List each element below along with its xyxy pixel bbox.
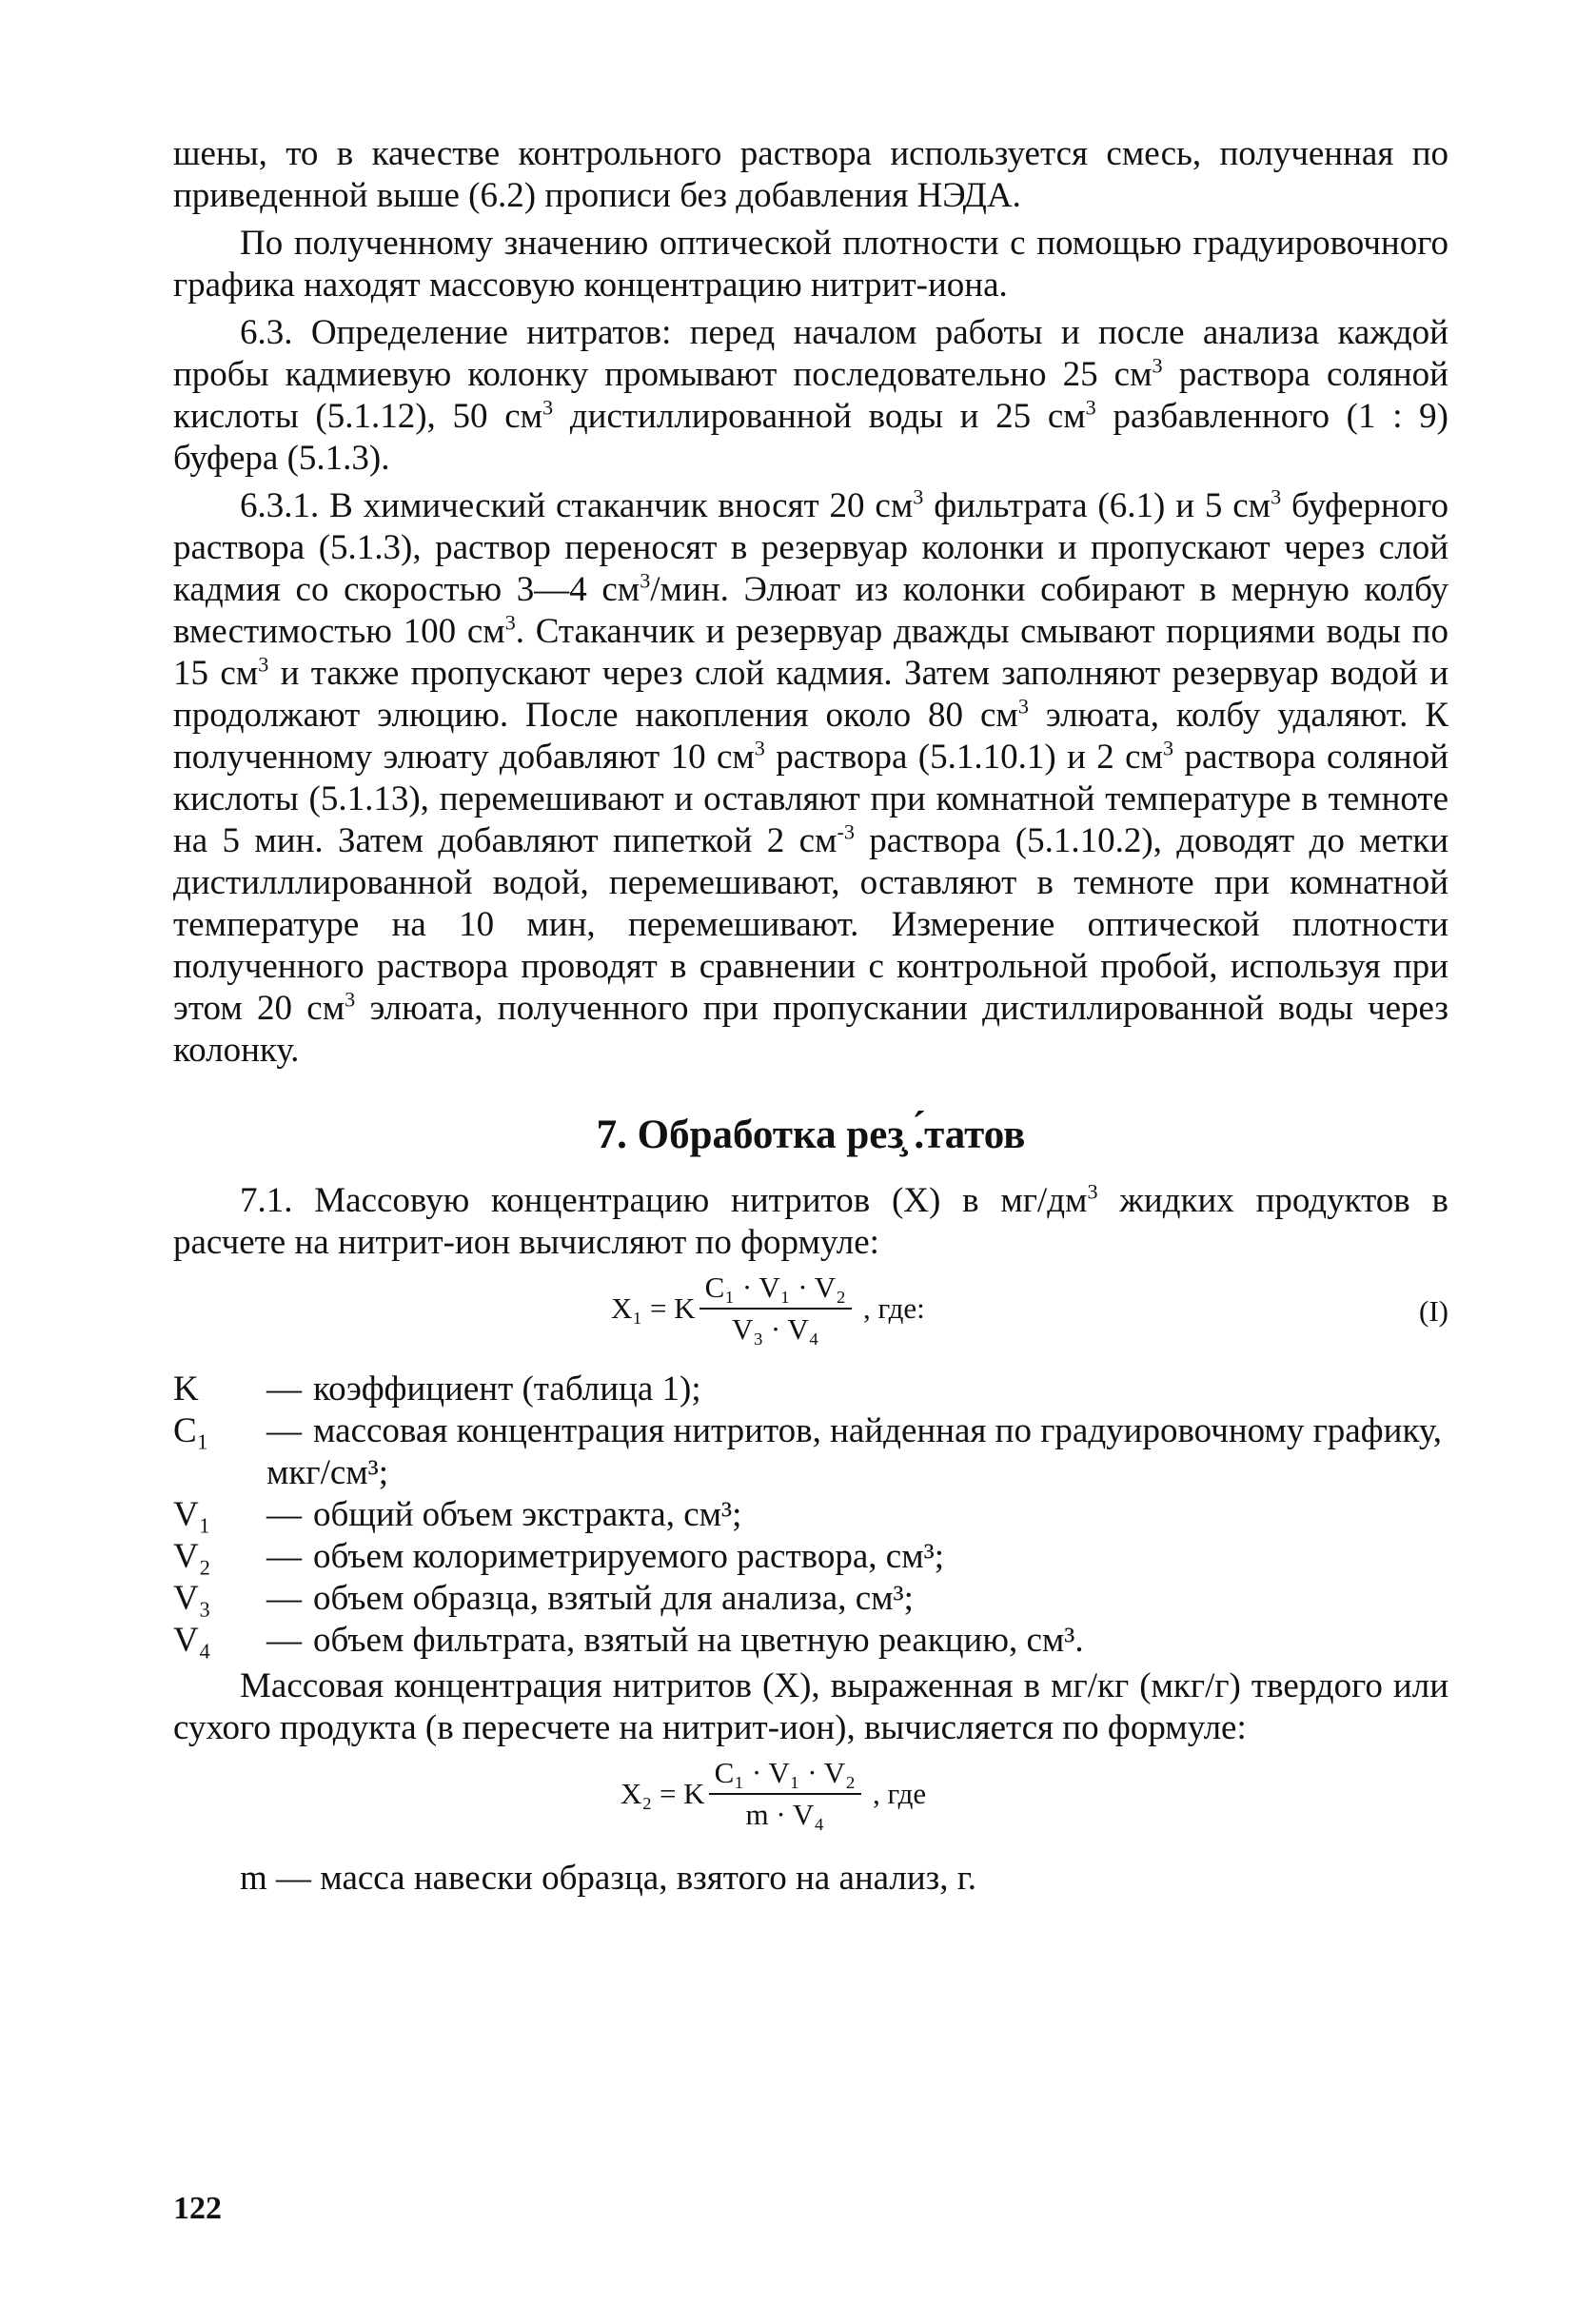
formula-2-expression [621, 1755, 926, 1833]
definition-row [173, 1536, 1448, 1578]
definition-row [173, 1620, 1448, 1662]
formula-1-expression [611, 1270, 925, 1348]
document-page [173, 133, 1448, 1900]
formula-2-numerator: C₁ · V₁ · V₂ [709, 1755, 861, 1795]
definition-row [173, 1369, 1448, 1410]
page-number: 122 [173, 2191, 222, 2226]
formula-1-denominator: V₃ · V₄ [731, 1312, 819, 1346]
definition-symbol: V₄ [173, 1621, 211, 1660]
equation-number: (I) [1419, 1294, 1448, 1328]
m-definition: m — масса навески образца, взятого на анализ, г. [240, 1859, 977, 1898]
definition-symbol: K [173, 1369, 199, 1409]
definition-row [173, 1494, 1448, 1536]
definition-text: — коэффициент (таблица 1); [266, 1369, 701, 1409]
definition-text: — массовая концентрация нитритов, найденная по градуировочному графику, мкг/см³; [266, 1411, 1442, 1492]
definition-row [173, 1578, 1448, 1620]
formula-2-tail: , где [872, 1777, 927, 1810]
formula-1-numerator: C₁ · V₁ · V₂ [699, 1270, 852, 1310]
formula-2-denominator: m · V₄ [745, 1798, 825, 1831]
formula-1 [173, 1264, 1448, 1363]
paragraph-6-3-1: 6.3.1. В химический стаканчик вносят 20 $см^3$ фильтрата (6.1) и 5 $см^3$ буферного раствора (5.1.3), раствор переносят в резервуар колонки и пропускают через слой кадмия со скоростью 3—4 $см^3$/мин. Элюат из колонки собирают в мерную колбу вместимостью 100 $см^3$. Стаканчик и резервуар дважды смывают порциями воды по 15 $см^3$ и также пропускают через слой кадмия. Затем заполняют резервуар водой и продолжают элюцию. После накопления около 80 $см^3$ элюата, колбу удаляют. К полученному элюату добавляют 10 $см^3$ раствора (5.1.10.1) и 2 $см^3$ раствора соляной кислоты (5.1.13), перемешивают и оставляют при комнатной температуре в темноте на 5 мин. Затем добавляют пипеткой 2 $см^{-3}$ раствора (5.1.10.2), доводят до метки дистилллированной водой, перемешивают, оставляют в темноте при комнатной температуре на 10 мин, перемешивают. Измерение оптической плотности полученного раствора проводят в сравнении с контрольной пробой, используя при этом 20 $см^3$ элюата, полученного при пропускании дистиллированной воды через колонку. [173, 484, 1448, 1070]
paragraph-7-1: 7.1. Массовую концентрацию нитритов (X) в $мг/дм^3$ жидких продуктов в расчете на нитрит-ион вычисляют по формуле: [173, 1179, 1449, 1262]
definition-text: — объем образца, взятый для анализа, см³; [266, 1579, 914, 1618]
paragraph-mass-concentration: Массовая концентрация нитритов (X), выраженная в мг/кг (мкг/г) твердого или сухого продукта (в пересчете на нитрит-ион), вычисляется по формуле: [173, 1666, 1448, 1747]
formula-1-tail: , где: [862, 1291, 925, 1325]
definition-symbol: C₁ [173, 1411, 209, 1450]
definition-text: — общий объем экстракта, см³; [266, 1495, 742, 1534]
formula-2-fraction [709, 1755, 861, 1833]
paragraph-continuation: шены, то в качестве контрольного раствора используется смесь, полученная по приведенной выше (6.2) прописи без добавления НЭДА. [173, 134, 1448, 215]
formula-2 [173, 1749, 1448, 1848]
formula-2-lhs: X₂ = K [621, 1777, 705, 1810]
formula-1-fraction [699, 1270, 852, 1348]
definition-text: — объем фильтрата, взятый на цветную реакцию, см³. [266, 1621, 1084, 1660]
definition-symbol: V₃ [173, 1579, 211, 1618]
definition-text: — объем колориметрируемого раствора, см³; [266, 1537, 944, 1576]
definition-symbol: V₂ [173, 1537, 211, 1576]
paragraph-optical-density: По полученному значению оптической плотности с помощью градуировочного графика находят массовую концентрацию нитрит-иона. [173, 224, 1448, 305]
definition-row [173, 1410, 1448, 1494]
definitions-list [173, 1369, 1448, 1662]
section-heading: 7. Обработка рез̧ .́татов [596, 1113, 1026, 1157]
formula-1-lhs: X₁ = K [611, 1291, 696, 1325]
definition-symbol: V₁ [173, 1495, 211, 1534]
paragraph-6-3: 6.3. Определение нитратов: перед началом работы и после анализа каждой пробы кадмиевую колонку промывают последовательно 25 $см^3$ раствора соляной кислоты (5.1.12), 50 $см^3$ дистиллированной воды и 25 $см^3$ разбавленного (1 : 9) буфера (5.1.3). [173, 313, 1449, 478]
